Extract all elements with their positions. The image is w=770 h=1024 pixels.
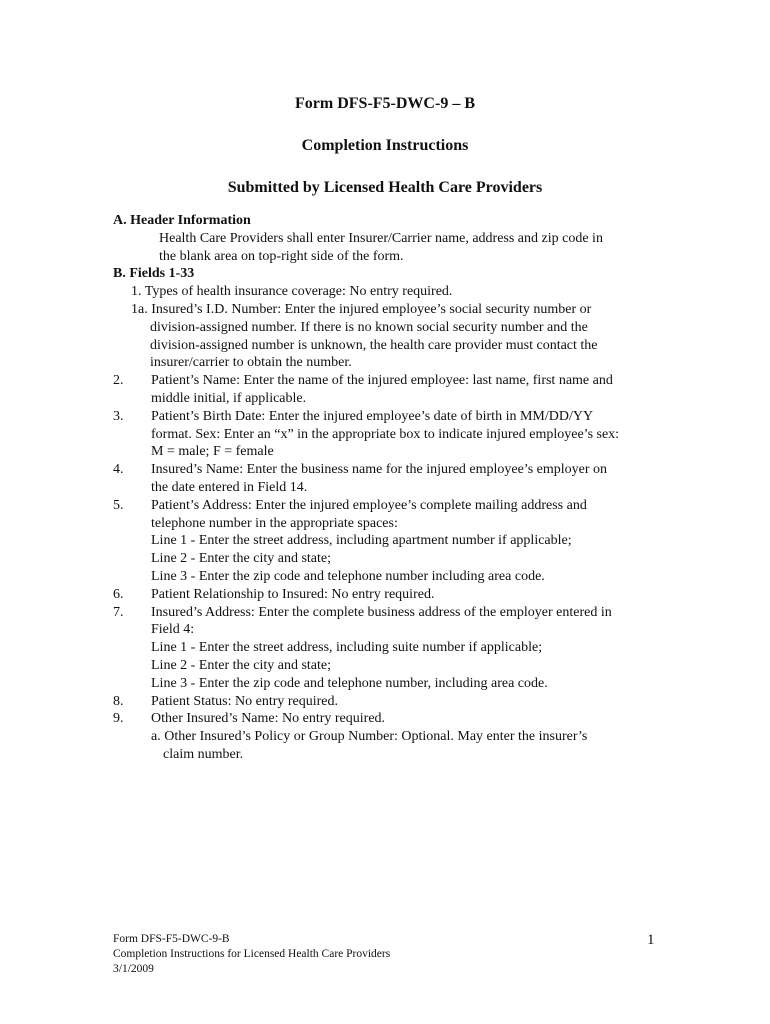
item-text: Line 2 - Enter the city and state; bbox=[151, 551, 331, 567]
item-number: 1. bbox=[131, 284, 142, 300]
item-number: 1a. bbox=[131, 301, 148, 317]
item-text: Patient Relationship to Insured: No entry required. bbox=[151, 586, 435, 602]
list-item bbox=[113, 497, 673, 586]
list-item bbox=[113, 604, 673, 693]
form-subtitle: Completion Instructions bbox=[301, 137, 469, 154]
item-text: Patient’s Name: Enter the name of the injured employee: last name, first name and bbox=[151, 373, 613, 389]
item-text: Types of health insurance coverage: No entry required. bbox=[144, 284, 453, 300]
list-item bbox=[113, 283, 673, 301]
item-text: telephone number in the appropriate spaces: bbox=[151, 515, 398, 531]
item-text: division-assigned number. If there is no known social security number and the bbox=[150, 319, 588, 335]
page-number: 1 bbox=[647, 932, 655, 948]
item-text: claim number. bbox=[163, 746, 244, 762]
item-text: insurer/carrier to obtain the number. bbox=[150, 355, 352, 371]
instructions-body bbox=[113, 212, 673, 764]
footer-description: Completion Instructions for Licensed Health Care Providers bbox=[113, 948, 391, 960]
item-number: 9. bbox=[113, 711, 124, 727]
item-text: Patient Status: No entry required. bbox=[151, 693, 339, 709]
item-number: 4. bbox=[113, 462, 124, 478]
form-title: Form DFS-F5-DWC-9 – B bbox=[295, 95, 475, 112]
list-item bbox=[113, 693, 673, 711]
item-text: Line 3 - Enter the zip code and telephone number including area code. bbox=[151, 568, 545, 584]
item-text: middle initial, if applicable. bbox=[151, 390, 307, 406]
item-text: format. Sex: Enter an “x” in the appropriate box to indicate injured employee’s sex: bbox=[151, 426, 620, 442]
item-number: 7. bbox=[113, 604, 124, 620]
item-number: 5. bbox=[113, 497, 124, 513]
section-a-text bbox=[113, 230, 673, 266]
item-text: Patient’s Address: Enter the injured employee’s complete mailing address and bbox=[151, 497, 587, 513]
list-item bbox=[113, 461, 673, 497]
section-a-line: Health Care Providers shall enter Insurer/Carrier name, address and zip code in bbox=[159, 230, 603, 246]
list-item bbox=[113, 728, 673, 764]
item-text: Line 1 - Enter the street address, including apartment number if applicable; bbox=[151, 533, 572, 549]
item-number: 3. bbox=[113, 408, 124, 424]
item-text: Line 3 - Enter the zip code and telephone number, including area code. bbox=[151, 675, 548, 691]
section-b-heading: B. Fields 1-33 bbox=[113, 266, 195, 282]
footer-date: 3/1/2009 bbox=[113, 963, 154, 975]
list-item bbox=[113, 301, 673, 372]
item-number: 8. bbox=[113, 693, 124, 709]
item-text: Line 2 - Enter the city and state; bbox=[151, 657, 331, 673]
list-item bbox=[113, 586, 673, 604]
item-text: Insured’s Name: Enter the business name for the injured employee’s employer on bbox=[151, 462, 608, 478]
item-text: division-assigned number is unknown, the health care provider must contact the bbox=[150, 337, 598, 353]
section-a-heading: A. Header Information bbox=[113, 213, 251, 228]
section-a-line: the blank area on top-right side of the form. bbox=[159, 248, 404, 264]
item-text: the date entered in Field 14. bbox=[151, 479, 308, 495]
item-text: Insured’s I.D. Number: Enter the injured employee’s social security number or bbox=[151, 301, 592, 317]
page-footer bbox=[113, 932, 673, 977]
list-item bbox=[113, 710, 673, 728]
item-text: Patient’s Birth Date: Enter the injured employee’s date of birth in MM/DD/YY bbox=[151, 408, 594, 424]
item-text: Other Insured’s Name: No entry required. bbox=[151, 711, 386, 727]
item-text: Field 4: bbox=[151, 622, 195, 638]
item-number: 2. bbox=[113, 373, 124, 389]
list-item bbox=[113, 408, 673, 461]
form-subtitle-providers: Submitted by Licensed Health Care Providers bbox=[227, 179, 543, 196]
item-text: Insured’s Address: Enter the complete business address of the employer entered in bbox=[151, 604, 612, 620]
item-text: M = male; F = female bbox=[151, 444, 274, 460]
list-item bbox=[113, 372, 673, 408]
item-text: Line 1 - Enter the street address, including suite number if applicable; bbox=[151, 640, 543, 656]
footer-form-id: Form DFS-F5-DWC-9-B bbox=[113, 933, 230, 945]
item-number: 6. bbox=[113, 586, 124, 602]
item-text: a. Other Insured’s Policy or Group Number: Optional. May enter the insurer’s bbox=[151, 729, 588, 745]
